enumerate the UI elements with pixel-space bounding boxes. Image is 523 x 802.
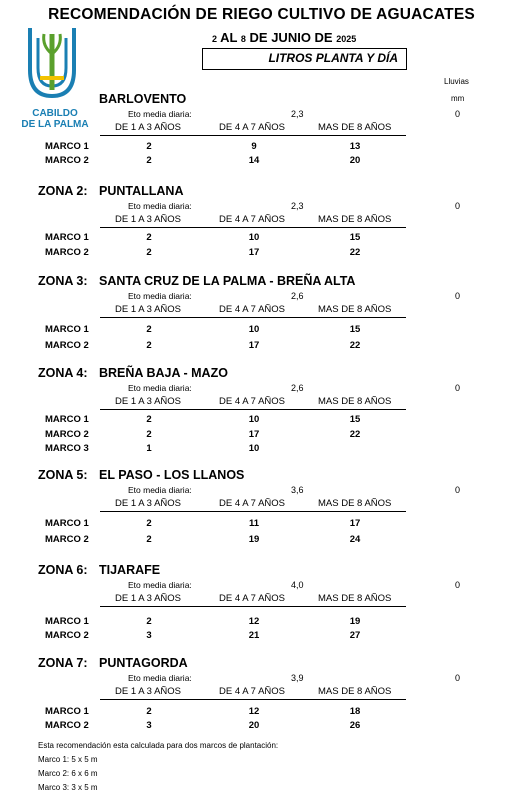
table-cell: 17 — [349, 518, 361, 529]
zone-name: SANTA CRUZ DE LA PALMA - BREÑA ALTA — [99, 274, 356, 288]
table-cell: 14 — [248, 155, 260, 166]
row-label: MARCO 3 — [45, 443, 89, 454]
table-cell: 24 — [349, 534, 361, 545]
column-header: DE 4 A 7 AÑOS — [219, 396, 286, 407]
zone-name: EL PASO - LOS LLANOS — [99, 468, 245, 482]
zone-label: ZONA 4: — [38, 366, 88, 380]
table-cell: 13 — [349, 141, 361, 152]
column-header: DE 4 A 7 AÑOS — [219, 593, 286, 604]
table-cell: 15 — [349, 232, 361, 243]
eto-label: Eto media diaria: — [128, 109, 192, 119]
row-label: MARCO 1 — [45, 706, 89, 717]
page-title: RECOMENDACIÓN DE RIEGO CULTIVO DE AGUACATES — [48, 6, 475, 23]
date-to: 8 — [240, 34, 246, 44]
table-cell: 22 — [349, 429, 361, 440]
eto-label: Eto media diaria: — [128, 291, 192, 301]
rain-value: 0 — [455, 673, 461, 683]
header-underline — [100, 317, 406, 318]
row-label: MARCO 1 — [45, 324, 89, 335]
eto-label: Eto media diaria: — [128, 580, 192, 590]
zone-name: PUNTAGORDA — [99, 656, 188, 670]
date-range — [212, 30, 356, 45]
column-header: DE 4 A 7 AÑOS — [219, 304, 286, 315]
table-cell: 20 — [349, 155, 361, 166]
eto-value: 2,3 — [291, 201, 304, 211]
date-from: 2 — [212, 34, 218, 44]
table-cell: 10 — [248, 443, 260, 454]
subtitle-box: LITROS PLANTA Y DÍA — [202, 48, 407, 70]
table-cell: 9 — [251, 141, 257, 152]
header-underline — [100, 409, 406, 410]
table-cell: 11 — [248, 518, 260, 529]
table-cell: 22 — [349, 247, 361, 258]
table-cell: 2 — [146, 141, 152, 152]
table-cell: 2 — [146, 616, 152, 627]
column-header: DE 1 A 3 AÑOS — [115, 214, 182, 225]
table-cell: 12 — [248, 616, 260, 627]
footer-note: Marco 2: 6 x 6 m — [38, 769, 98, 778]
table-cell: 3 — [146, 630, 152, 641]
column-header: DE 4 A 7 AÑOS — [219, 122, 286, 133]
column-header: DE 1 A 3 AÑOS — [115, 593, 182, 604]
eto-value: 2,6 — [291, 291, 304, 301]
eto-value: 2,6 — [291, 383, 304, 393]
logo-text-line2: DE LA PALMA — [21, 119, 89, 130]
eto-value: 3,9 — [291, 673, 304, 683]
eto-label: Eto media diaria: — [128, 485, 192, 495]
zone-label: ZONA 5: — [38, 468, 88, 482]
cabildo-logo-icon — [24, 24, 80, 104]
table-cell: 15 — [349, 324, 361, 335]
eto-label: Eto media diaria: — [128, 673, 192, 683]
zone-name: BREÑA BAJA - MAZO — [99, 366, 228, 380]
header-underline — [100, 699, 406, 700]
rain-value: 0 — [455, 485, 461, 495]
zone-name: TIJARAFE — [99, 563, 161, 577]
column-header: DE 1 A 3 AÑOS — [115, 498, 182, 509]
rain-value: 0 — [455, 291, 461, 301]
footer-note: Marco 1: 5 x 5 m — [38, 755, 98, 764]
table-cell: 20 — [248, 720, 260, 731]
row-label: MARCO 1 — [45, 414, 89, 425]
table-cell: 2 — [146, 155, 152, 166]
table-cell: 10 — [248, 414, 260, 425]
table-cell: 2 — [146, 429, 152, 440]
header-underline — [100, 135, 406, 136]
table-cell: 21 — [248, 630, 260, 641]
column-header: MAS DE 8 AÑOS — [318, 214, 392, 225]
row-label: MARCO 1 — [45, 518, 89, 529]
table-cell: 3 — [146, 720, 152, 731]
logo-text-line1: CABILDO — [32, 108, 78, 119]
header-underline — [100, 606, 406, 607]
column-header: DE 1 A 3 AÑOS — [115, 686, 182, 697]
column-header: MAS DE 8 AÑOS — [318, 686, 392, 697]
zone-label: ZONA 2: — [38, 184, 88, 198]
zone-label: ZONA 3: — [38, 274, 88, 288]
column-header: DE 1 A 3 AÑOS — [115, 122, 182, 133]
row-label: MARCO 2 — [45, 429, 89, 440]
zone-label: ZONA 7: — [38, 656, 88, 670]
table-cell: 19 — [248, 534, 260, 545]
date-month: DE JUNIO DE — [249, 30, 333, 45]
table-cell: 17 — [248, 247, 260, 258]
table-cell: 17 — [248, 340, 260, 351]
rain-value: 0 — [455, 109, 461, 119]
row-label: MARCO 2 — [45, 247, 89, 258]
row-label: MARCO 2 — [45, 340, 89, 351]
rain-value: 0 — [455, 580, 461, 590]
table-cell: 2 — [146, 414, 152, 425]
eto-label: Eto media diaria: — [128, 383, 192, 393]
table-cell: 1 — [146, 443, 152, 454]
zone-name: BARLOVENTO — [99, 92, 187, 106]
footer-note: Marco 3: 3 x 5 m — [38, 783, 98, 792]
eto-value: 3,6 — [291, 485, 304, 495]
date-year: 2025 — [336, 34, 357, 44]
header-underline — [100, 227, 406, 228]
column-header: DE 1 A 3 AÑOS — [115, 396, 182, 407]
row-label: MARCO 2 — [45, 534, 89, 545]
column-header: MAS DE 8 AÑOS — [318, 593, 392, 604]
rain-value: 0 — [455, 383, 461, 393]
column-header: DE 4 A 7 AÑOS — [219, 214, 286, 225]
table-cell: 2 — [146, 247, 152, 258]
table-cell: 2 — [146, 324, 152, 335]
table-cell: 18 — [349, 706, 361, 717]
row-label: MARCO 2 — [45, 155, 89, 166]
table-cell: 2 — [146, 518, 152, 529]
table-cell: 26 — [349, 720, 361, 731]
column-header: DE 4 A 7 AÑOS — [219, 686, 286, 697]
table-cell: 2 — [146, 232, 152, 243]
footer-note: Esta recomendación esta calculada para dos marcos de plantación: — [38, 741, 279, 750]
zone-name: PUNTALLANA — [99, 184, 184, 198]
date-separator: AL — [220, 30, 238, 45]
row-label: MARCO 1 — [45, 141, 89, 152]
zone-label: ZONA 6: — [38, 563, 88, 577]
header-underline — [100, 511, 406, 512]
table-cell: 22 — [349, 340, 361, 351]
column-header: MAS DE 8 AÑOS — [318, 498, 392, 509]
table-cell: 17 — [248, 429, 260, 440]
eto-value: 2,3 — [291, 109, 304, 119]
eto-value: 4,0 — [291, 580, 304, 590]
column-header: DE 1 A 3 AÑOS — [115, 304, 182, 315]
row-label: MARCO 2 — [45, 720, 89, 731]
table-cell: 10 — [248, 324, 260, 335]
table-cell: 12 — [248, 706, 260, 717]
row-label: MARCO 2 — [45, 630, 89, 641]
column-header: MAS DE 8 AÑOS — [318, 304, 392, 315]
row-label: MARCO 1 — [45, 616, 89, 627]
table-cell: 15 — [349, 414, 361, 425]
column-header: MAS DE 8 AÑOS — [318, 122, 392, 133]
rain-value: 0 — [455, 201, 461, 211]
rain-label: Lluvias — [444, 77, 469, 86]
rain-unit: mm — [451, 94, 465, 103]
table-cell: 10 — [248, 232, 260, 243]
eto-label: Eto media diaria: — [128, 201, 192, 211]
table-cell: 2 — [146, 706, 152, 717]
column-header: MAS DE 8 AÑOS — [318, 396, 392, 407]
table-cell: 2 — [146, 534, 152, 545]
table-cell: 27 — [349, 630, 361, 641]
column-header: DE 4 A 7 AÑOS — [219, 498, 286, 509]
table-cell: 2 — [146, 340, 152, 351]
row-label: MARCO 1 — [45, 232, 89, 243]
table-cell: 19 — [349, 616, 361, 627]
